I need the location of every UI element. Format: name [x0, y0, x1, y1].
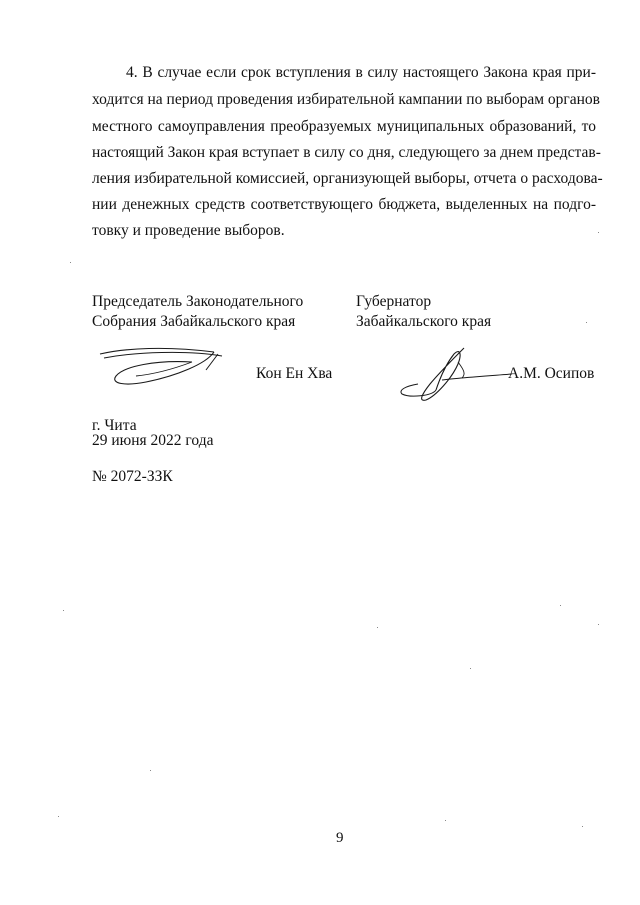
scan-speck: [63, 610, 64, 611]
right-signatory-name: А.М. Осипов: [508, 365, 595, 382]
scan-speck: [582, 826, 583, 827]
paragraph-line: настоящий Закон края вступает в силу со дня, следующего за днем представ-: [92, 144, 601, 161]
right-signatory-title-line2: Забайкальского края: [356, 313, 492, 330]
left-signatory-name: Кон Ен Хва: [256, 365, 333, 382]
scan-speck: [470, 668, 471, 669]
left-signatory-title-line1: Председатель Законодательного: [92, 293, 304, 310]
scan-speck: [598, 624, 599, 625]
left-signatory-title-line2: Собрания Забайкальского края: [92, 313, 296, 330]
scan-speck: [445, 820, 446, 821]
paragraph-line: нии денежных средств соответствующего бюджета, выделенных на подго-: [92, 196, 596, 213]
scan-speck: [150, 770, 151, 771]
document-date: 29 июня 2022 года: [92, 432, 214, 449]
scan-speck: [377, 627, 378, 628]
scan-speck: [598, 232, 599, 233]
document-place: г. Чита: [92, 417, 137, 434]
scan-speck: [560, 605, 561, 606]
paragraph-line: ходится на период проведения избирательной кампании по выборам органов: [92, 91, 601, 108]
right-handwritten-signature: [396, 344, 516, 406]
paragraph-line: местного самоуправления преобразуемых муниципальных образований, то: [92, 118, 596, 135]
left-handwritten-signature: [96, 340, 228, 392]
paragraph-line: 4. В случае если срок вступления в силу настоящего Закона края при-: [126, 64, 596, 81]
paragraph-line: товку и проведение выборов.: [92, 222, 285, 239]
scan-speck: [58, 816, 59, 817]
scan-speck: [70, 262, 71, 263]
paragraph-line: ления избирательной комиссией, организующей выборы, отчета о расходова-: [92, 170, 603, 187]
page-number: 9: [336, 830, 344, 846]
scan-speck: [586, 322, 587, 323]
document-number: № 2072-ЗЗК: [92, 468, 173, 485]
right-signatory-title-line1: Губернатор: [356, 293, 432, 310]
